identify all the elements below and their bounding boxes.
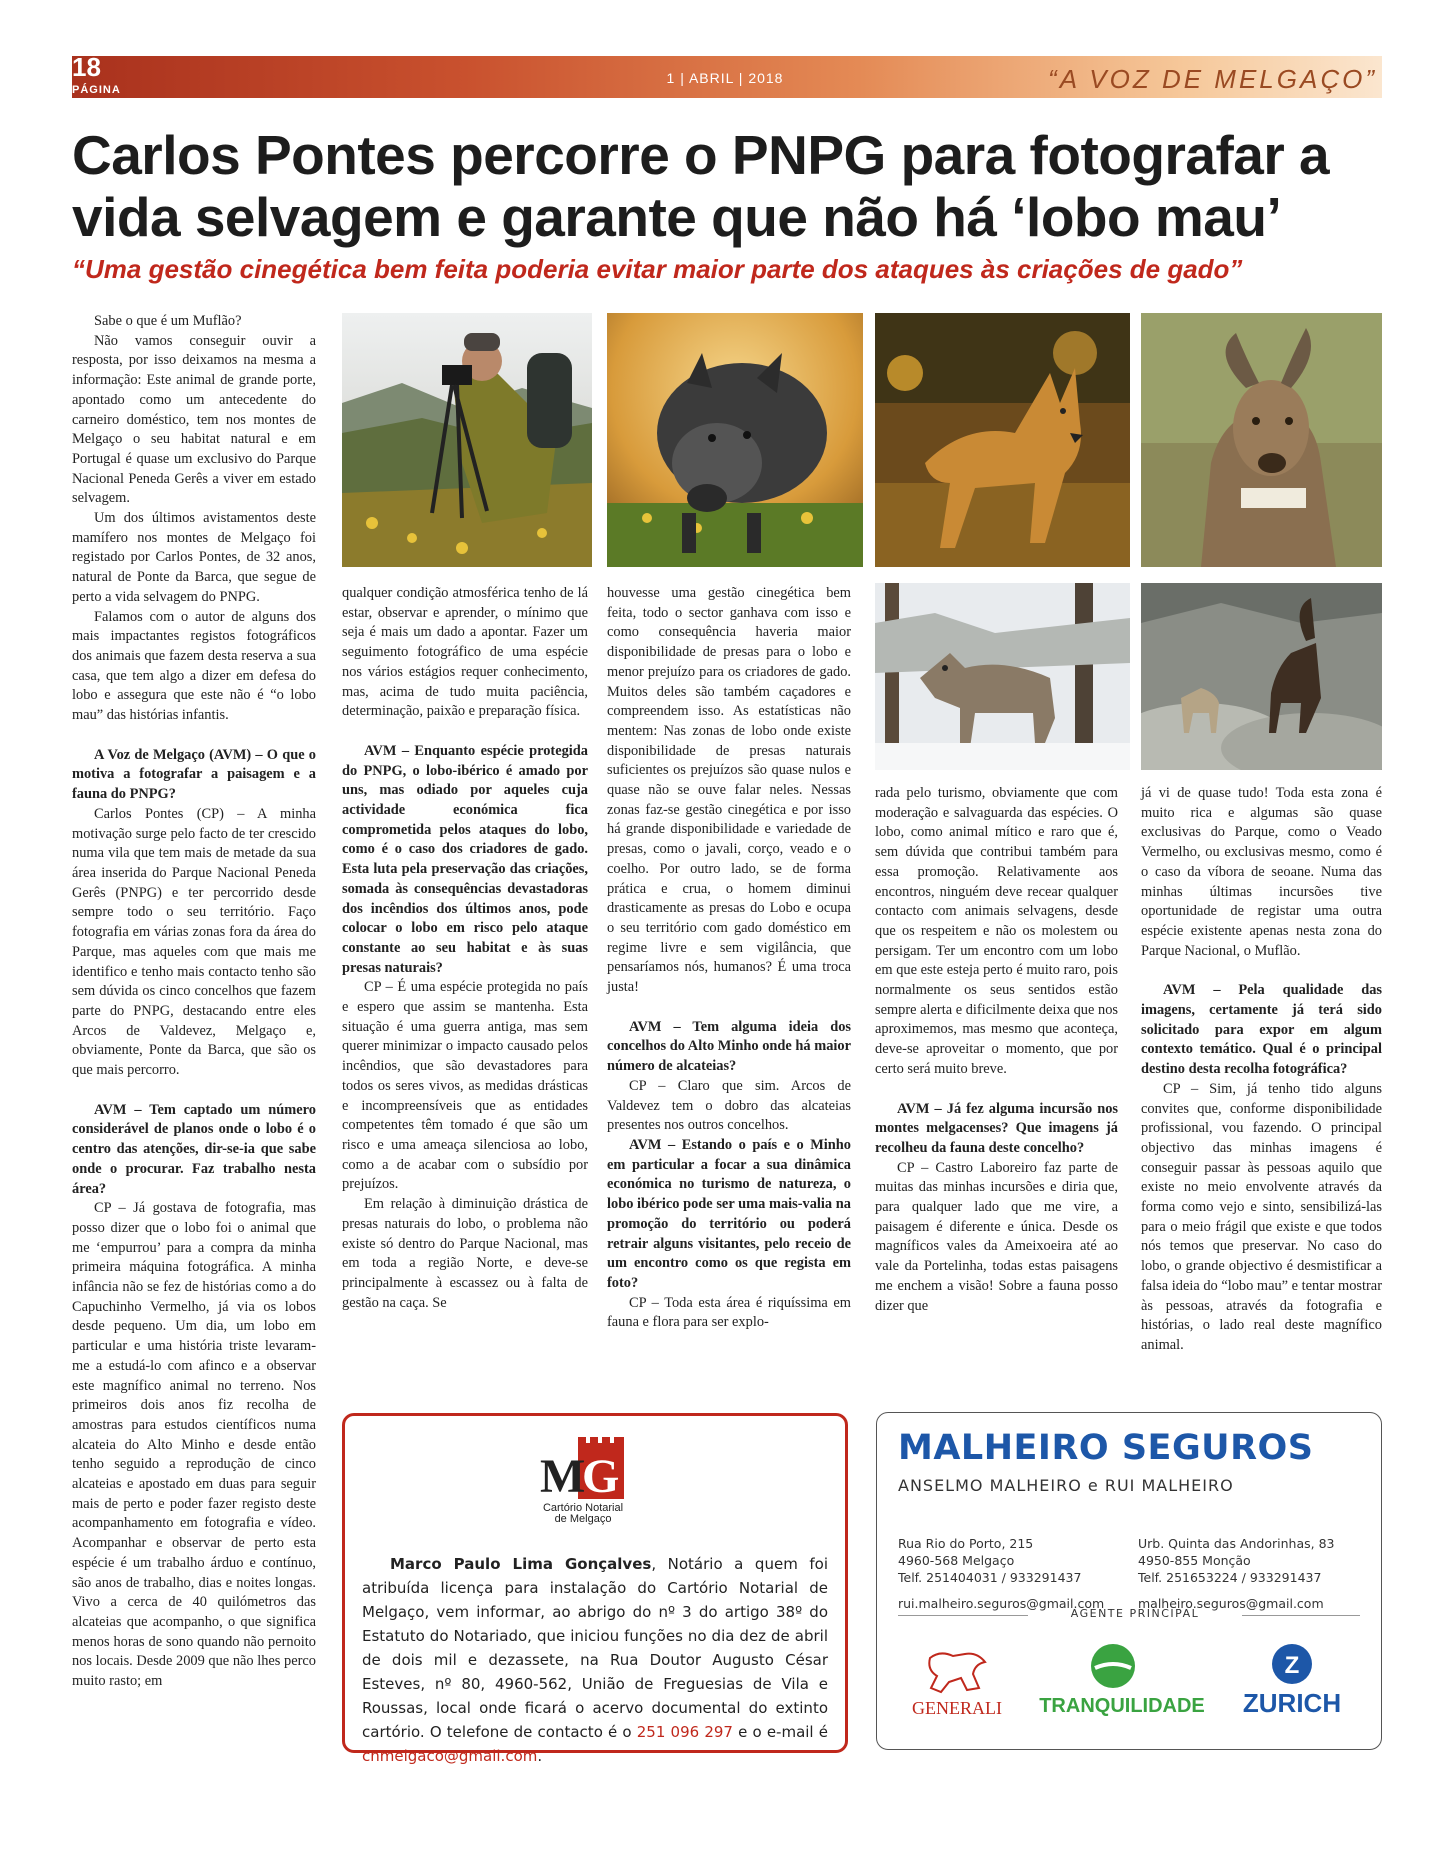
notary-name: Marco Paulo Lima Gonçalves — [390, 1555, 652, 1573]
article-column-3 — [607, 584, 851, 1333]
article-paragraph: Em relação à diminuição drástica de presas naturais do lobo, o problema não existe só dentro do Parque Nacional, mas em toda a região Norte, e deve-se principalmente à escassez ou à falta de gestão na caça. Se — [342, 1196, 588, 1311]
page-label: PÁGINA — [72, 84, 121, 96]
notary-email[interactable]: cnmelgaco@gmail.com — [362, 1747, 538, 1765]
notary-logo — [538, 1437, 628, 1501]
interview-question: AVM – Tem alguma ideia dos concelhos do Alto Minho onde há maior número de alcateias? — [607, 1018, 851, 1075]
article-subtitle: “Uma gestão cinegética bem feita poderia evitar maior parte dos ataques às criações de gado” — [72, 254, 1243, 284]
photo-wolf-golden — [875, 313, 1130, 567]
insurance-title: MALHEIRO SEGUROS — [898, 1428, 1314, 1468]
article-paragraph: Falamos com o autor de alguns dos mais impactantes registos fotográficos dos animais que fazem desta reserva a sua casa, que tem algo a dizer em defesa do lobo e assegura que este não é “o lobo mau” das histórias infantis. — [72, 608, 316, 724]
article-paragraph: CP – Castro Laboreiro faz parte de muitas das minhas incursões e diria que, para qualquer lado que me vire, a paisagem é diferente e única. Desde os magníficos vales da Ameixoeira até ao vale da Portelinha, todas estas paisagens me enchem a visão! Sobre a fauna posso dizer que — [875, 1159, 1118, 1314]
article-paragraph: CP – Sim, já tenho tido alguns convites que, conforme disponibilidade profissional, vou fazendo. O principal objectivo das minhas imagens é conseguir passar às pessoas aquilo que existe no meio envolvente através da forma como vejo e sinto, sensibilizá-las para o meio frágil que existe e que todos nós temos que preservar. No caso do lobo, o grande objectivo é desmistificar a falsa ideia do “lobo mau” e tentar mostrar às pessoas, através da fotografia e histórias, o lado real deste magnífico animal. — [1141, 1080, 1382, 1353]
article-paragraph: Carlos Pontes (CP) – A minha motivação surge pelo facto de ter crescido numa vila que tem mais de metade da sua área inserida do Parque Nacional Peneda Gerês (PNPG) e ter percorrido desde sempre todo o seu território. Faço fotografia em várias zonas fora da área do Parque, mas aqueles com que mais me identifico e tenho mais contacto tenho são sem dúvida os cinco concelhos que fazem parte do PNPG, destacando entre eles Arcos de Valdevez, Melgaço e, obviamente, Ponte da Barca, que são os que mais percorro. — [72, 805, 316, 1079]
article-paragraph: já vi de quase tudo! Toda esta zona é muito rica e algumas são quase exclusivas do Parque, como o Veado Vermelho, ou exclusivas mesmo, como é o caso da víbora de seoane. Numa das minhas últimas incursões tive oportunidade de registar uma outra espécie existente apenas nesta zona do Parque Nacional, o Muflão. — [1141, 785, 1382, 959]
svg-text:Z: Z — [1284, 1652, 1300, 1679]
insurance-email-left[interactable]: rui.malheiro.seguros@gmail.com — [898, 1596, 1105, 1611]
article-paragraph: rada pelo turismo, obviamente que com moderação e salvaguarda das espécies. O lobo, como animal mítico e raro que é, sem dúvida que contribui também para essa promoção. Relativamente aos encontros, ninguém deve recear qualquer contacto com animais selvagens, desde que os respeitem e não os molestem ou persigam. Ter um encontro com um lobo em que este esteja perto é muito raro, pois normalmente os seus sentidos estão sempre alerta e dificilmente deixa que nos aproximemos, mas mesmo que aconteça, deve-se aproveitar o momento, que por certo será muito breve. — [875, 785, 1118, 1077]
article-paragraph: Um dos últimos avistamentos deste mamífero nos montes de Melgaço foi registado por Carlos Pontes, de 32 anos, natural de Ponte da Barca, que segue de perto a vida selvagem do PNPG. — [72, 510, 316, 605]
tranquilidade-logo — [1027, 1640, 1217, 1720]
generali-logo — [905, 1648, 1010, 1720]
newspaper-name: “A VOZ DE MELGAÇO” — [1048, 64, 1377, 94]
photo-ibex-rocks — [1141, 583, 1382, 770]
zurich-brand: ZURICH — [1242, 1688, 1342, 1718]
interview-question: A Voz de Melgaço (AVM) – O que o motiva a fotografar a paisagem e a fauna do PNPG? — [72, 746, 316, 803]
svg-text:G: G — [582, 1450, 620, 1501]
article-paragraph: CP – Toda esta área é riquíssima em fauna e flora para ser explo- — [607, 1294, 851, 1331]
divider — [1242, 1615, 1360, 1616]
issue-date: 1 | ABRIL | 2018 — [666, 70, 784, 86]
notary-phone: 251 096 297 — [636, 1723, 733, 1741]
photo-wild-boar — [607, 313, 863, 567]
article-paragraph: CP – É uma espécie protegida no país e espero que assim se mantenha. Esta situação é uma guerra antiga, mas sem querer minimizar o impacto causado pelos incêndios, que são devastadores para todos os seres vivos, as medidas drásticas e incompreensíveis que as entidades competentes têm tomado é que são um risco e uma ameaça silenciosa ao lobo, como a de acabar com o subsídio por prejuízos. — [342, 979, 588, 1193]
article-paragraph: CP – Já gostava de fotografia, mas posso dizer que o lobo foi o animal que me ‘empurrou’ para a compra da minha primeira máquina fotográfica. A minha infância não se fez de histórias como a do Capuchinho Vermelho, já via os lobos desde pequeno. Um dia, um lobo em particular e uma história triste levaram-me a estudá-lo com afinco e a observar este magnífico animal no terreno. Nos primeiros dois anos fiz recolha de amostras para estudos científicos numa alcateia do Alto Minho e desde então tenho seguido a reprodução de cinco alcateias e apostado em duas para seguir mais de perto e poder fazer registo deste acompanhamento em fotografia e vídeo. Acompanhar e observar de perto esta espécie é um trabalho árduo e contínuo, são anos de trabalho, dias e noites longas. Vivo a cerca de 40 quilómetros das alcateias que acompanho, o que significa menos horas de sono quando não pernoito nos locais. Desde 2009 que não lhes perco muito rasto; em — [72, 1200, 316, 1690]
interview-question: AVM – Pela qualidade das imagens, certamente já terá sido solicitado para expor em algum contexto temático. Qual é o principal destino desta recolha fotográfica? — [1141, 982, 1382, 1078]
svg-text:M: M — [540, 1450, 586, 1501]
insurance-email-right[interactable]: malheiro.seguros@gmail.com — [1138, 1596, 1324, 1611]
insurance-address-right: Urb. Quinta das Andorinhas, 83 4950-855 Monção Telf. 251653224 / 933291437 malheiro.seguros@gmail.com — [1138, 1536, 1335, 1611]
divider — [898, 1615, 1028, 1616]
notary-logo-caption: Cartório Notarial de Melgaço — [542, 1502, 624, 1525]
interview-question: AVM – Estando o país e o Minho em particular a focar a sua dinâmica económica no turismo de natureza, o lobo ibérico pode ser uma mais-valia na promoção do território ou poderá retrair alguns visitantes, pelo receio de um encontro como os que regista em foto? — [607, 1136, 851, 1291]
generali-brand: GENERALI — [912, 1698, 1002, 1718]
article-column-5 — [1141, 784, 1382, 1356]
page-number: 18 — [72, 52, 101, 82]
agent-label: AGENTE PRINCIPAL — [1070, 1607, 1200, 1620]
zurich-logo — [1230, 1640, 1370, 1720]
article-column-1 — [72, 312, 316, 1692]
interview-question: AVM – Tem captado um número considerável de planos onde o lobo é o centro das atenções, dir-se-ia que sabe onde o procurar. Faz trabalho nesta área? — [72, 1101, 316, 1197]
photo-photographer — [342, 313, 592, 567]
article-paragraph: Não vamos conseguir ouvir a resposta, por isso deixamos na mesma a informação: Este animal de grande porte, apontado como um antecedente do carneiro doméstico, tem nos montes de Melgaço o seu habitat natural e em Portugal é quase um exclusivo do Parque Nacional Peneda Gerês a viver em estado selvagem. — [72, 332, 316, 507]
interview-question: AVM – Enquanto espécie protegida do PNPG, o lobo-ibérico é amado por uns, mas odiado por aqueles cuja actividade económica fica comprometida pelos ataques do lobo, como é o caso dos criadores de gado. Esta luta pela preservação das criações, somada às consequências devastadoras dos incêndios dos últimos anos, pode colocar o lobo em risco pelo ataque constante ao seu habitat e às suas presas naturais? — [342, 742, 588, 976]
article-paragraph: CP – Claro que sim. Arcos de Valdevez tem o dobro das alcateias presentes nos outros concelhos. — [607, 1077, 851, 1134]
article-paragraph: houvesse uma gestão cinegética bem feita, todo o sector ganhava com isso e como consequência haveria maior disponibilidade de presas para o lobo e menor prejuízo para os criadores de gado. Muitos deles são também caçadores e compreendem isso. As estatísticas não mentem: Nas zonas de lobo onde existe disponibilidade de presas naturais suficientes os prejuízos são quase nulos e quase não se ouve falar neles. Nessas zonas faz-se gestão cinegética e por isso há grande disponibilidade e variedade de presas, como o javali, corço, veado e o coelho. Por outro lado, se de forma prática e crua, o homem diminui drasticamente as presas do Lobo e ocupa o seu território com gado doméstico em regime livre e sem vigilância, que pensaríamos nós, humanos? É uma troca justa! — [607, 585, 851, 996]
tranquilidade-brand: TRANQUILIDADE — [1039, 1695, 1205, 1717]
interview-question: AVM – Já fez alguma incursão nos montes melgacenses? Que imagens já recolheu da fauna deste concelho? — [875, 1100, 1118, 1156]
article-column-2 — [342, 584, 588, 1313]
insurance-subtitle: ANSELMO MALHEIRO e RUI MALHEIRO — [898, 1476, 1234, 1495]
article-title: Carlos Pontes percorre o PNPG para fotografar a vida selvagem e garante que não há ‘lobo mau’ — [72, 124, 1330, 248]
article-column-4 — [875, 784, 1118, 1316]
photo-wolf-snow — [875, 583, 1130, 770]
notary-ad-text: Marco Paulo Lima Gonçalves, Notário a quem foi atribuída licença para instalação do Cartório Notarial de Melgaço, vem informar, ao abrigo do nº 3 do artigo 38º do Estatuto do Notariado, que iniciou funções no dia dez de abril de dois mil e dezassete, na Rua Doutor Augusto César Esteves, nº 80, 4960-562, União de Freguesias de Vila e Roussas, local onde ficará o acervo documental do extinto cartório. O telefone de contacto é o 251 096 297 e o e-mail é cnmelgaco@gmail.com. — [362, 1555, 828, 1765]
article-paragraph: qualquer condição atmosférica tenho de lá estar, observar e aprender, o mínimo que seja é mais um dado a apontar. Fazer um seguimento fotográfico de uma espécie nos vários estágios requer conhecimento, mas, acima de tudo muita paciência, determinação, paixão e preparação física. — [342, 585, 588, 720]
photo-ibex — [1141, 313, 1382, 567]
article-paragraph: Sabe o que é um Muflão? — [94, 313, 242, 329]
insurance-address-left: Rua Rio do Porto, 215 4960-568 Melgaço Telf. 251404031 / 933291437 rui.malheiro.seguros@gmail.com — [898, 1536, 1105, 1611]
